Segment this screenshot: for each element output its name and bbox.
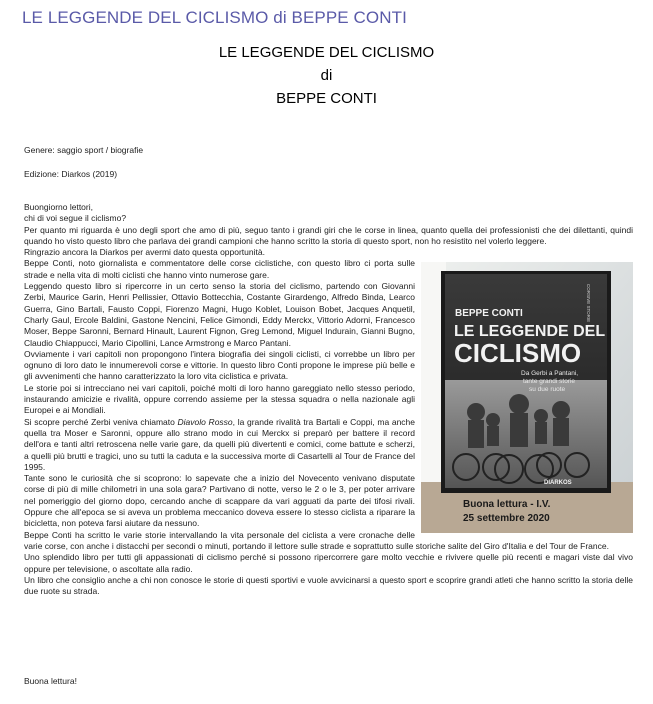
paragraph-stories: Le storie poi si intrecciano nei vari capitoli, poiché molti di loro hanno gareggiato nello stesso periodo, instaurando amicizie e rivalità, oppure correndo assieme per la stessa squadra o nella nazionale agli Europei e ai Mondiali. bbox=[24, 382, 415, 416]
closing-line: Buona lettura! bbox=[24, 676, 77, 686]
photo-caption-line1: Buona lettura - I.V. bbox=[463, 499, 551, 511]
genre-line: Genere: saggio sport / biografie bbox=[24, 145, 144, 155]
paragraph-intro: Per quanto mi riguarda è uno degli sport che amo di più, seguo tanto i grandi giri che le corse in linea, quanto quella dei professionisti che dei dilettanti, quindi quando ho visto questo libro che parlava dei grandi campioni che hanno scritto la storia di questo sport, non ho resistito nel volerlo leggere. bbox=[24, 224, 633, 246]
paragraph-curiosities: Tante sono le curiosità che si scoprono: lo sapevate che a inizio del Novecento venivano disputate corse di più di mille chilometri in una sola gara? Partivano di notte, verso le 2 o le 3, per poter arrivare nel pomeriggio del giorno dopo, cercando anche di scappare da vari agguati da parte dei tifosi rivali. Oppure che all'epoca se si aveva un problema meccanico doveva essere lo stesso ciclista a riparare la bicicletta, non poteva farsi aiutare da nessuno. bbox=[24, 473, 415, 529]
paragraph-author: Beppe Conti, noto giornalista e commentatore delle corse ciclistiche, con questo libro ci porta sulle strade e nella vita di molti ciclisti che hanno vinto numerose gare. bbox=[24, 258, 415, 280]
question: chi di voi segue il ciclismo? bbox=[24, 213, 127, 224]
paragraph-chapters: Ovviamente i vari capitoli non propongono l'intera biografia dei singoli ciclisti, ci vorrebbe un libro per ognuno di loro dato le innumerevoli corse e vittorie. In questo libro Conti propone le imprese più belle e gli avvenimenti che hanno caratterizzato la loro vita ciclistica e privata. bbox=[24, 348, 415, 382]
cover-subtitle-line3: su due ruote bbox=[529, 386, 566, 394]
greeting: Buongiorno lettori, bbox=[24, 202, 93, 212]
paragraph-fans: Uno splendido libro per tutti gli appassionati di ciclismo perché si possono ripercorrere gare molto vecchie e rivivere quelle più recenti e magari viste dal vivo oppure per televisione, o ascoltate alla radio. bbox=[24, 552, 633, 574]
book-series-label: CORSIVE STORIE bbox=[586, 284, 591, 323]
paragraph-thanks: Ringrazio ancora la Diarkos per avermi dato questa opportunità. bbox=[24, 247, 265, 258]
p9-after: , la grande rivalità tra Bartali e Coppi, ma anche quella tra Moser e Saronni, oppure allo strano modo in cui Merckx si preparò per battere il record dell'ora e tanti altri retroscena nelle varie gare, da quelli più divertenti e comici, come battute e scherzi, a quelli più brutti e tragici, uno su tutti la caduta e la successiva morte di Casartelli al Tour de France del 1995. bbox=[24, 416, 415, 472]
paragraph-recommend: Un libro che consiglio anche a chi non conosce le storie di questi sportivi e vuole avvicinarsi a questo sport e scoprire grandi atleti che hanno scritto la storia delle due ruote su strada. bbox=[24, 574, 633, 597]
cover-title-line1: LE LEGGENDE DEL bbox=[454, 323, 606, 341]
page-header-title: LE LEGGENDE DEL CICLISMO di BEPPE CONTI bbox=[22, 8, 407, 27]
book-cover-photo bbox=[421, 262, 633, 533]
cover-subtitle-line1: Da Gerbi a Pantani, bbox=[521, 370, 579, 378]
cover-publisher: DIARKOS bbox=[544, 480, 572, 487]
paragraph-riders: Leggendo questo libro si ripercorre in un certo senso la storia del ciclismo, partendo con Giovanni Zerbi, Maurice Garin, Henri Pellissier, Ottavio Bottecchia, Costante Girardengo, Alfredo Binda, Learco Guerra, Gino Bartali, Fausto Coppi, Fiorenzo Magni, Hugo Koblet, Louison Bobet, Jacques Anquetil, Charly Gaul, Ercole Baldini, Gastone Nencini, Felice Gimondi, Eddy Merckx, Vittorio Adorni, Francesco Moser, Beppe Saronni, Bernard Hinault, Laurent Fignon, Greg Lemond, Miguel Indurain, Gianni Bugno, Claudio Chiappucci, Mario Cipollini, Lance Armstrong e Marco Pantani. bbox=[24, 281, 415, 348]
cover-title-line2: CICLISMO bbox=[454, 338, 582, 369]
title-di: di bbox=[320, 67, 333, 84]
book-title: LE LEGGENDE DEL CICLISMO bbox=[218, 44, 435, 61]
cover-subtitle-line2: tante grandi storie bbox=[523, 378, 576, 386]
photo-caption-line2: 25 settembre 2020 bbox=[463, 513, 550, 525]
cover-author: BEPPE CONTI bbox=[455, 308, 523, 320]
review-body bbox=[24, 202, 633, 597]
book-cover-image bbox=[421, 262, 633, 533]
paragraph-style: Beppe Conti ha scritto le varie storie intervallando la vita personale del ciclista a vere cronache delle varie corse, con anche i distacchi per secondi o minuti, portando il lettore sulle strade e soprattutto sulle storiche salite del Giro d'Italia e del Tour de France. bbox=[24, 529, 609, 551]
edition-line: Edizione: Diarkos (2019) bbox=[24, 169, 118, 179]
title-block bbox=[0, 41, 653, 110]
p9-before: Si scopre perché Zerbi veniva chiamato bbox=[24, 416, 178, 427]
diavolo-rosso: Diavolo Rosso bbox=[177, 416, 233, 427]
book-author: BEPPE CONTI bbox=[276, 90, 377, 107]
